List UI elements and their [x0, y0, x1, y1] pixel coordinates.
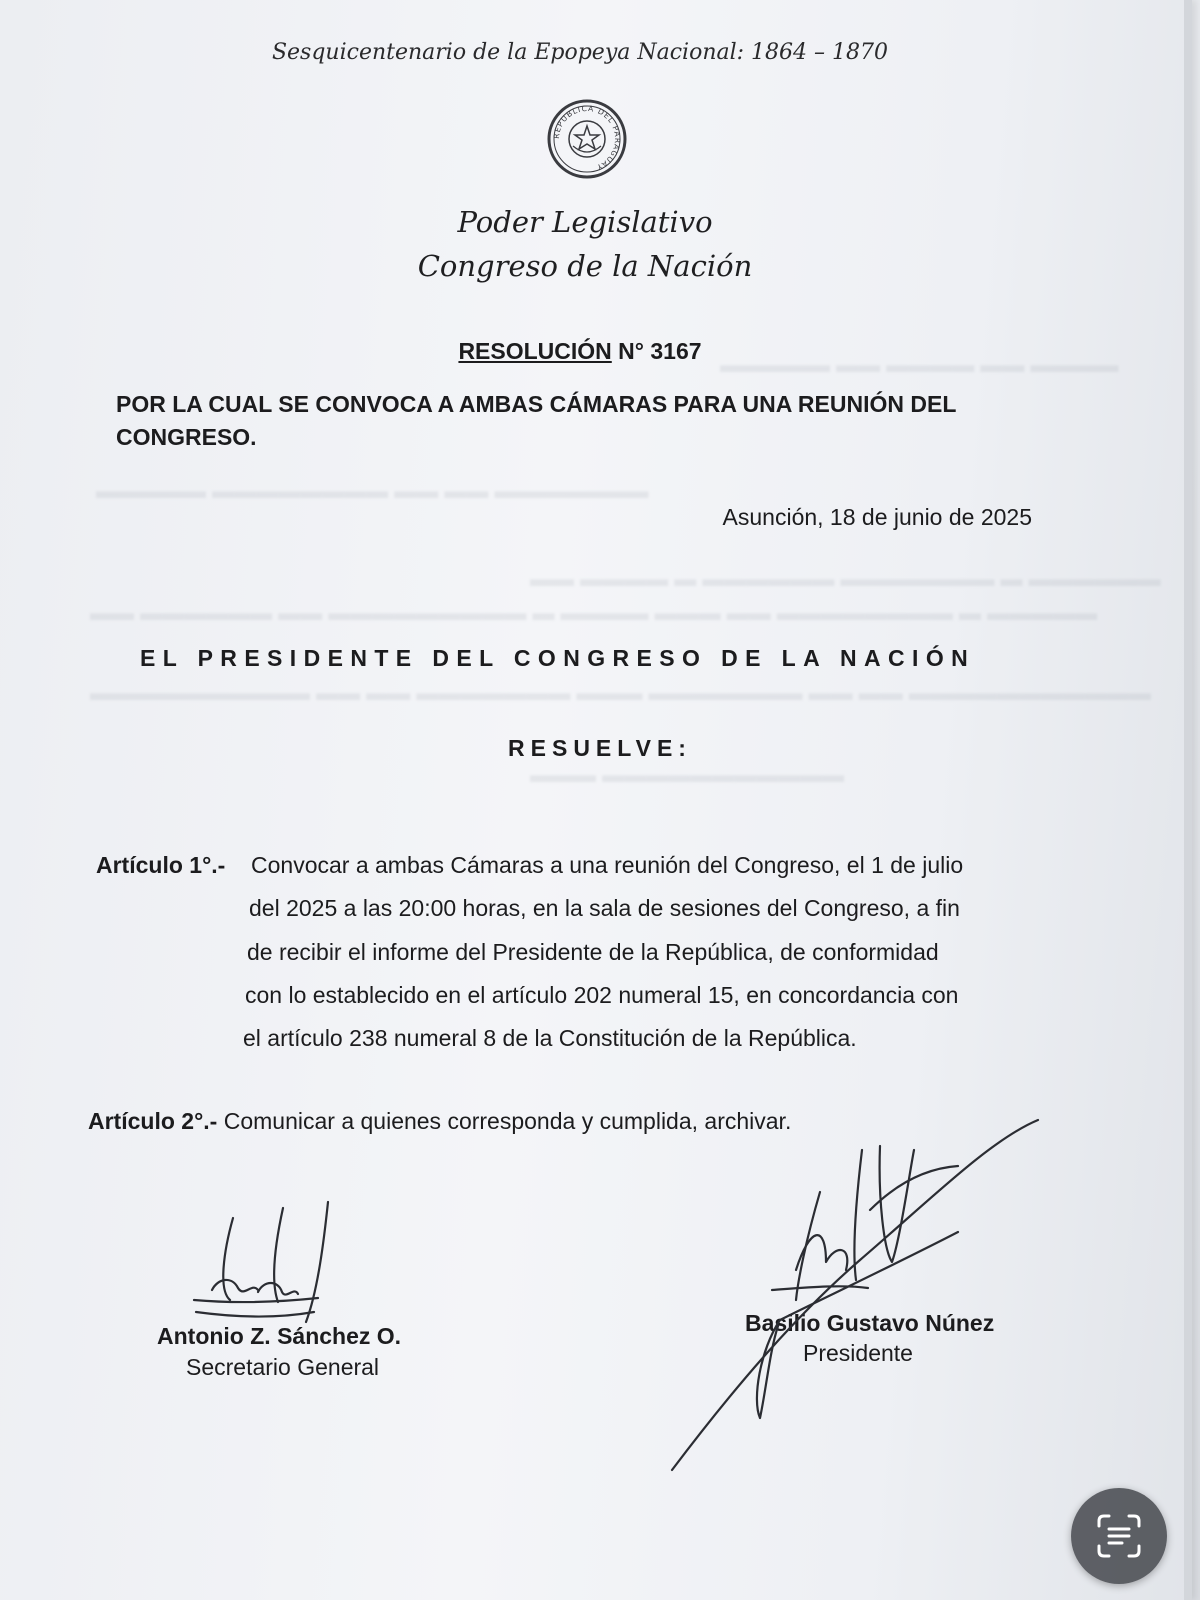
left-signatory-name: Antonio Z. Sánchez O. [157, 1323, 402, 1349]
bleed-through-text: ▬▬ ▬▬▬▬▬▬ ▬▬ ▬▬▬▬▬▬▬▬▬ ▬ ▬▬▬▬ ▬▬▬ ▬▬ ▬▬▬▬▬▬▬▬ ▬ ▬▬▬▬▬ [90, 600, 1098, 625]
subject-line-1: POR LA CUAL SE CONVOCA A AMBAS CÁMARAS PARA UNA REUNIÓN DEL [116, 391, 957, 417]
left-handwritten-signature [194, 1202, 328, 1322]
resolution-title [0, 338, 1160, 365]
right-signatory-name: Basilio Gustavo Núnez [745, 1310, 995, 1336]
bleed-through-text: ▬▬▬▬▬ ▬▬ ▬▬▬▬ ▬▬ ▬▬▬▬ [720, 352, 1119, 377]
article-2 [88, 1108, 791, 1135]
bleed-through-text: ▬▬▬ ▬▬▬▬▬▬▬▬▬▬▬ [530, 762, 845, 787]
article-1-label: Artículo 1°.- [96, 852, 226, 878]
article-2-text: Comunicar a quienes corresponda y cumplida, archivar. [223, 1108, 792, 1134]
article-1-line: el artículo 238 numeral 8 de la Constitución de la República. [243, 1025, 857, 1051]
resolves-heading: RESUELVE: [508, 735, 692, 761]
national-seal-icon [546, 98, 628, 180]
article-1-line: Convocar a ambas Cámaras a una reunión del Congreso, el 1 de julio [251, 852, 964, 878]
right-handwritten-signature [672, 1120, 1038, 1470]
issuer-heading: EL PRESIDENTE DEL CONGRESO DE LA NACIÓN [140, 645, 976, 671]
subject-line-2: CONGRESO. [116, 424, 257, 450]
left-signatory-role: Secretario General [186, 1354, 380, 1380]
bleed-through-text: ▬▬▬▬▬ ▬▬▬▬▬▬▬▬ ▬▬ ▬▬ ▬▬▬▬▬▬▬ [96, 478, 649, 503]
motto: Sesquicentenario de la Epopeya Nacional: 1864 – 1870 [271, 40, 889, 65]
svg-text:REPUBLICA DEL PARAGUAY [552, 104, 622, 172]
resolution-number: N° 3167 [618, 338, 702, 364]
header-line-1: Poder Legislativo [457, 205, 713, 239]
seal-text: REPUBLICA DEL PARAGUAY [551, 103, 623, 173]
scan-text-button[interactable] [1071, 1488, 1167, 1584]
resolution-subject [116, 388, 1046, 454]
header-line-2: Congreso de la Nación [417, 249, 753, 283]
article-2-label: Artículo 2°.- [88, 1108, 218, 1134]
text-scan-icon [1095, 1512, 1143, 1560]
page-edge [1184, 0, 1192, 1600]
place-date: Asunción, 18 de junio de 2025 [722, 504, 1032, 530]
article-1-line: con lo establecido en el artículo 202 numeral 15, en concordancia con [245, 982, 959, 1008]
bleed-through-text: ▬▬▬▬▬▬▬▬▬▬ ▬▬ ▬▬ ▬▬▬▬▬▬▬ ▬▬▬ ▬▬▬▬▬▬▬ ▬▬ ▬▬ ▬▬▬▬▬▬▬▬▬▬▬ [90, 680, 1151, 705]
bleed-through-text: ▬▬ ▬▬▬▬ ▬ ▬▬▬▬▬▬ ▬▬▬▬▬▬▬ ▬ ▬▬▬▬▬▬ [530, 566, 1161, 591]
article-1-line: de recibir el informe del Presidente de la República, de conformidad [247, 939, 939, 965]
article-1-line: del 2025 a las 20:00 horas, en la sala de sesiones del Congreso, a fin [249, 895, 960, 921]
resolution-label: RESOLUCIÓN [458, 338, 612, 364]
right-signatory-role: Presidente [803, 1340, 913, 1366]
institution-header [0, 200, 1170, 288]
